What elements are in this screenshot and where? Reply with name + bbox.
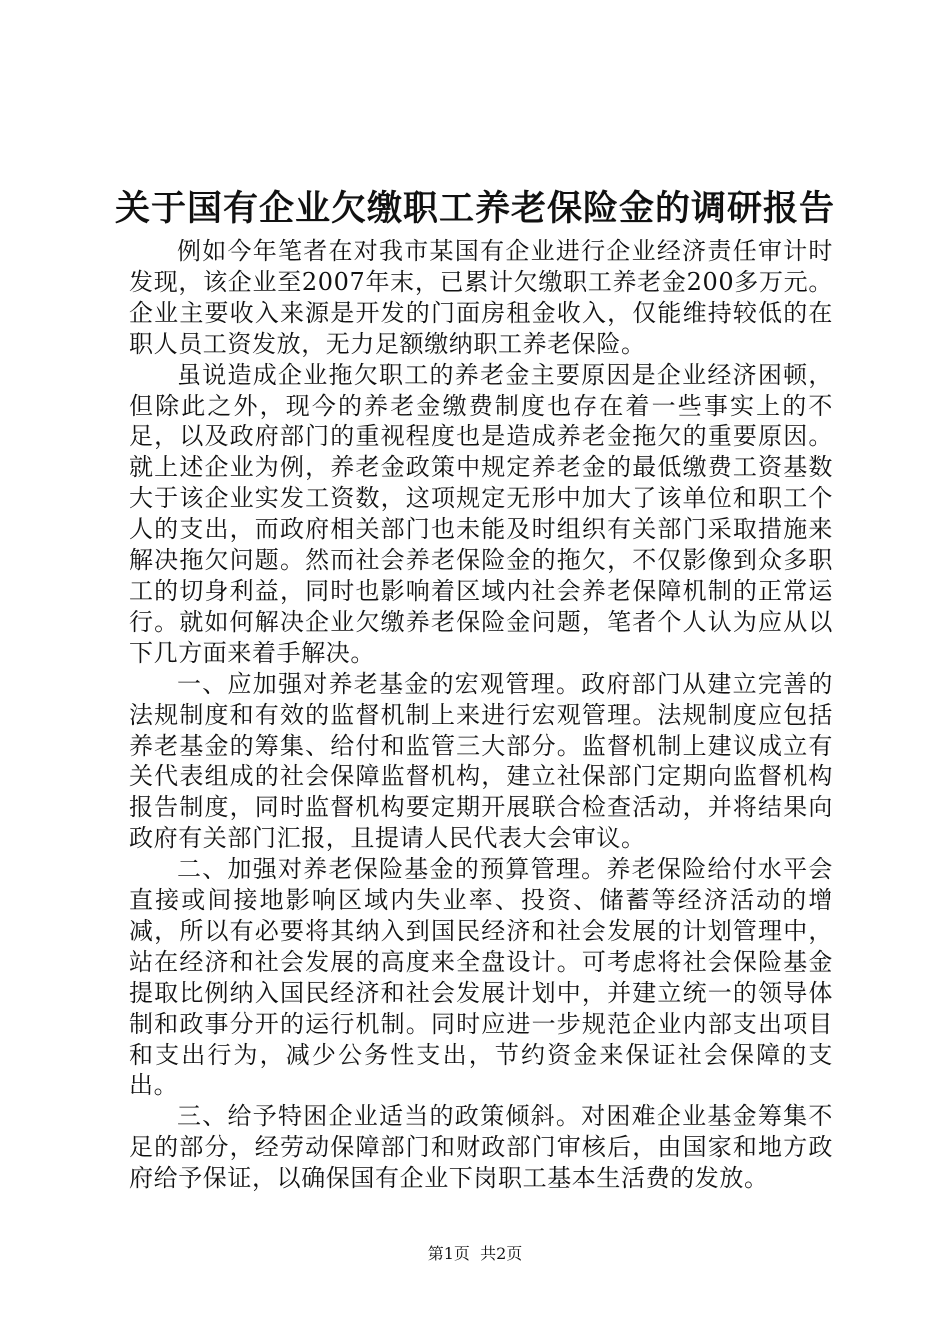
page-number: 第1页 xyxy=(427,1244,470,1263)
page-total: 共2页 xyxy=(480,1244,523,1263)
document-body xyxy=(129,236,833,1194)
paragraph-point-three: 三、给予特困企业适当的政策倾斜。对困难企业基金筹集不足的部分，经劳动保障部门和财政部门审核后，由国家和地方政府给予保证，以确保国有企业下岗职工基本生活费的发放。 xyxy=(129,1102,833,1193)
paragraph-intro: 例如今年笔者在对我市某国有企业进行企业经济责任审计时发现，该企业至2007年末，已累计欠缴职工养老金200多万元。企业主要收入来源是开发的门面房租金收入，仅能维持较低的在职人员工资发放，无力足额缴纳职工养老保险。 xyxy=(129,237,833,358)
paragraph-point-one: 一、应加强对养老基金的宏观管理。政府部门从建立完善的法规制度和有效的监督机制上来进行宏观管理。法规制度应包括养老基金的筹集、给付和监管三大部分。监督机制上建议成立有关代表组成的社会保障监督机构，建立社保部门定期向监督机构报告制度，同时监督机构要定期开展联合检查活动，并将结果向政府有关部门汇报，且提请人民代表大会审议。 xyxy=(129,669,833,853)
paragraph-causes: 虽说造成企业拖欠职工的养老金主要原因是企业经济困顿，但除此之外，现今的养老金缴费制度也存在着一些事实上的不足，以及政府部门的重视程度也是造成养老金拖欠的重要原因。就上述企业为例，养老金政策中规定养老金的最低缴费工资基数大于该企业实发工资数，这项规定无形中加大了该单位和职工个人的支出，而政府相关部门也未能及时组织有关部门采取措施来解决拖欠问题。然而社会养老保险金的拖欠，不仅影像到众多职工的切身利益，同时也影响着区域内社会养老保障机制的正常运行。就如何解决企业欠缴养老保险金问题，笔者个人认为应从以下几方面来着手解决。 xyxy=(129,360,833,667)
paragraph-point-two: 二、加强对养老保险基金的预算管理。养老保险给付水平会直接或间接地影响区域内失业率、投资、储蓄等经济活动的增减，所以有必要将其纳入到国民经济和社会发展的计划管理中，站在经济和社会发展的高度来全盘设计。可考虑将社会保险基金提取比例纳入国民经济和社会发展计划中，并建立统一的领导体制和政事分开的运行机制。同时应进一步规范企业内部支出项目和支出行为，减少公务性支出，节约资金来保证社会保障的支出。 xyxy=(129,855,833,1100)
footer-gap xyxy=(470,1244,480,1263)
document-title: 关于国有企业欠缴职工养老保险金的调研报告 xyxy=(114,188,835,229)
page-footer xyxy=(0,1243,950,1265)
